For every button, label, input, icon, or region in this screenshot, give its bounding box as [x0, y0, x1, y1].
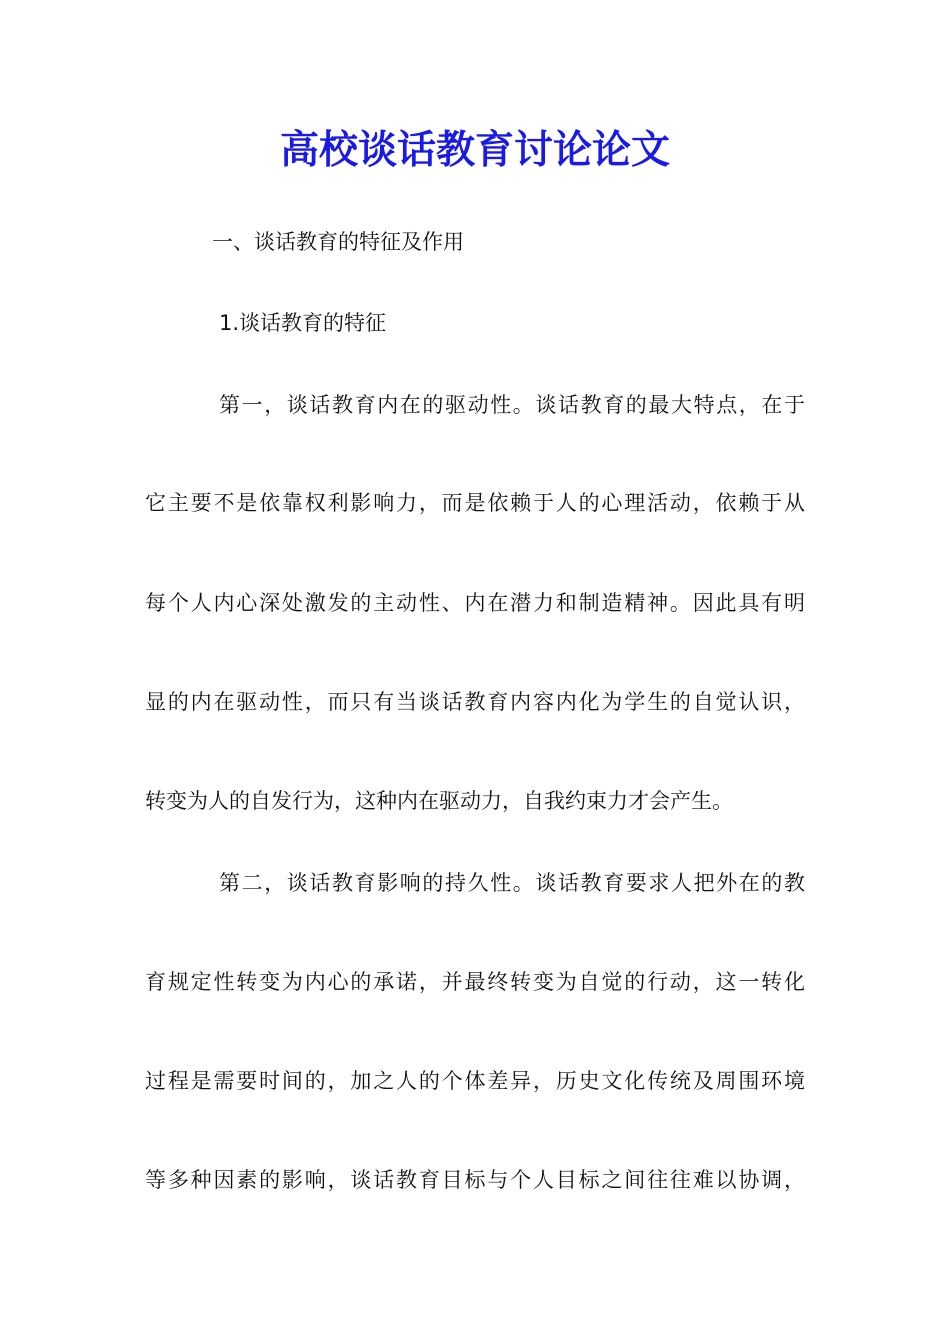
- paragraph-1-line-2: 它主要不是依靠权利影响力，而是依赖于人的心理活动，依赖于从: [145, 491, 805, 515]
- subsection-heading: 1.谈话教育的特征: [219, 311, 387, 335]
- paragraph-1-line-3: 每个人内心深处激发的主动性、内在潜力和制造精神。因此具有明: [145, 591, 805, 615]
- paragraph-2-line-1: 第二，谈话教育影响的持久性。谈话教育要求人把外在的教: [219, 871, 805, 895]
- paragraph-2-line-4: 等多种因素的影响，谈话教育目标与个人目标之间往往难以协调，: [145, 1168, 805, 1192]
- paragraph-1-line-5: 转变为人的自发行为，这种内在驱动力，自我约束力才会产生。: [145, 789, 733, 813]
- document-title: 高校谈话教育讨论论文: [279, 127, 670, 173]
- paragraph-2-line-2: 育规定性转变为内心的承诺，并最终转变为自觉的行动，这一转化: [145, 970, 805, 994]
- paragraph-1-line-1: 第一，谈话教育内在的驱动性。谈话教育的最大特点，在于: [219, 393, 805, 417]
- paragraph-1-line-4: 显的内在驱动性，而只有当谈话教育内容内化为学生的自觉认识，: [145, 690, 805, 714]
- paragraph-2-line-3: 过程是需要时间的，加之人的个体差异，历史文化传统及周围环境: [145, 1069, 805, 1093]
- section-heading: 一、谈话教育的特征及作用: [212, 230, 464, 254]
